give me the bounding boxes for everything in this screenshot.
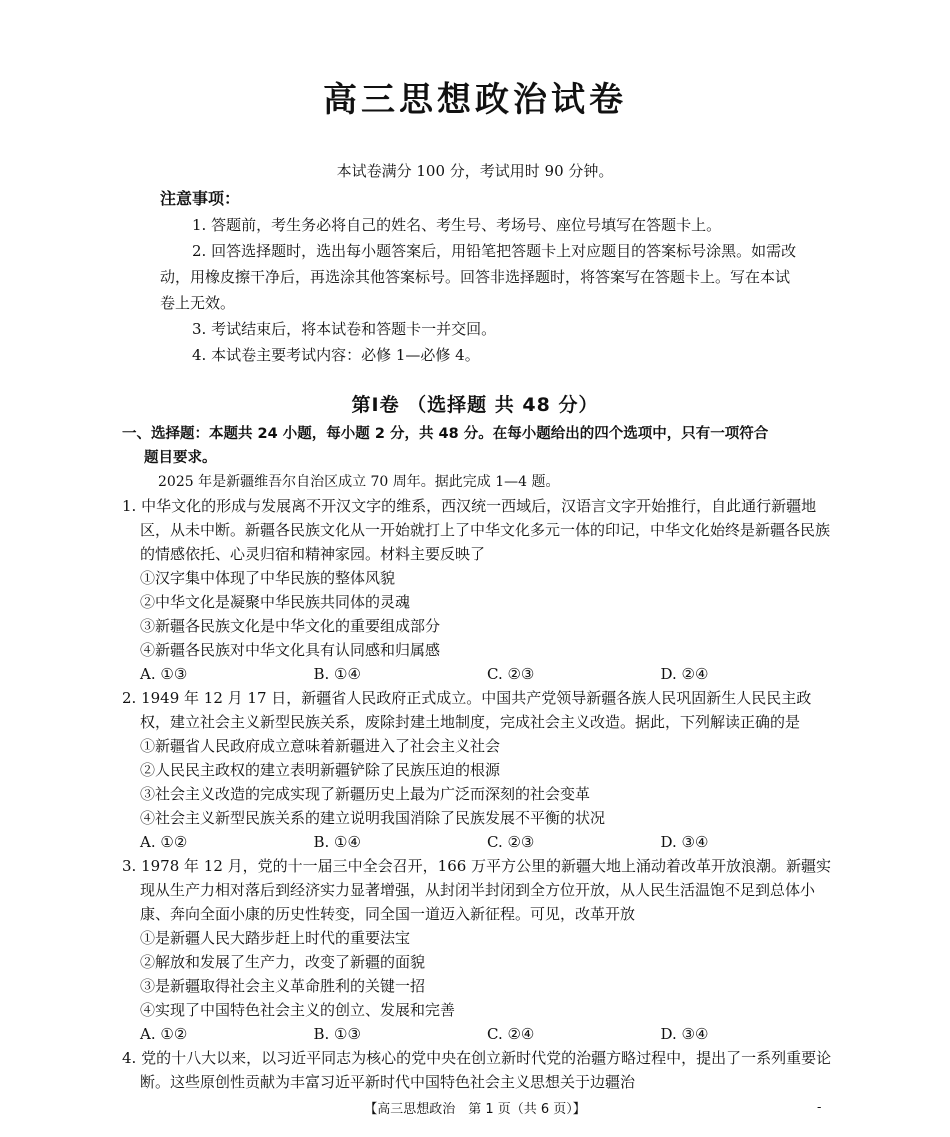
answer-choices bbox=[122, 662, 834, 686]
exam-subtitle: 本试卷满分 100 分，考试用时 90 分钟。 bbox=[336, 162, 614, 180]
choice-b: B. ①④ bbox=[313, 833, 361, 851]
choice-b: B. ①④ bbox=[313, 665, 361, 683]
notice-heading: 注意事项： bbox=[160, 189, 241, 208]
choice-b: B. ①③ bbox=[313, 1025, 361, 1043]
notice-item: 2. 回答选择题时，选出每小题答案后，用铅笔把答题卡上对应题目的答案标号涂黑。如需改动，用橡皮擦干净后，再选涂其他答案标号。回答非选择题时，将答案写在答题卡上。写在本试卷上无效。 bbox=[160, 242, 797, 312]
notice-item: 3. 考试结束后，将本试卷和答题卡一并交回。 bbox=[192, 320, 497, 338]
answer-choices bbox=[122, 1022, 834, 1046]
choice-c: C. ②③ bbox=[487, 665, 535, 683]
question-2 bbox=[122, 686, 834, 854]
choice-a: A. ①② bbox=[140, 1025, 188, 1043]
statement-option: ④社会主义新型民族关系的建立说明我国消除了民族发展不平衡的状况 bbox=[140, 809, 606, 827]
question-stem: 4. 党的十八大以来，以习近平同志为核心的党中央在创立新时代党的治疆方略过程中，提出了一系列重要论断。这些原创性贡献为丰富习近平新时代中国特色社会主义思想关于边疆治 bbox=[122, 1049, 832, 1091]
choice-d: D. ②④ bbox=[660, 665, 709, 683]
choice-a: A. ①② bbox=[140, 833, 188, 851]
notice-item: 4. 本试卷主要考试内容：必修 1—必修 4。 bbox=[192, 346, 480, 364]
corner-mark: - bbox=[817, 1100, 822, 1115]
question-3 bbox=[122, 854, 834, 1046]
choice-c: C. ②④ bbox=[487, 1025, 535, 1043]
statement-option: ②人民民主政权的建立表明新疆铲除了民族压迫的根源 bbox=[140, 761, 501, 779]
question-body bbox=[122, 422, 834, 1094]
choice-c: C. ②③ bbox=[487, 833, 535, 851]
statement-option: ③新疆各民族文化是中华文化的重要组成部分 bbox=[140, 617, 441, 635]
statement-option: ④实现了中国特色社会主义的创立、发展和完善 bbox=[140, 1001, 456, 1019]
notice-item: 1. 答题前，考生务必将自己的姓名、考生号、考场号、座位号填写在答题卡上。 bbox=[192, 216, 722, 234]
statement-option: ②解放和发展了生产力，改变了新疆的面貌 bbox=[140, 953, 426, 971]
section-instruction: 一、选择题：本题共 24 小题，每小题 2 分，共 48 分。在每小题给出的四个选项中，只有一项符合 bbox=[122, 426, 769, 442]
statement-option: ①是新疆人民大踏步赶上时代的重要法宝 bbox=[140, 929, 411, 947]
statement-option: ④新疆各民族对中华文化具有认同感和归属感 bbox=[140, 641, 441, 659]
choice-d: D. ③④ bbox=[660, 1025, 709, 1043]
statement-option: ②中华文化是凝聚中华民族共同体的灵魂 bbox=[140, 593, 411, 611]
statement-option: ①汉字集中体现了中华民族的整体风貌 bbox=[140, 569, 396, 587]
statement-option: ③社会主义改造的完成实现了新疆历史上最为广泛而深刻的社会变革 bbox=[140, 785, 591, 803]
notice-section bbox=[160, 186, 800, 368]
exam-title: 高三思想政治试卷 bbox=[323, 80, 627, 120]
question-stem: 3. 1978 年 12 月，党的十一届三中全会召开，166 万平方公里的新疆大地上涌动着改革开放浪潮。新疆实现从生产力相对落后到经济实力显著增强，从封闭半封闭到全方位开放，从人民生活温饱不足到总体小康、奔向全面小康的历史性转变，同全国一道迈入新征程。可见，改革开放 bbox=[122, 857, 832, 923]
question-1 bbox=[122, 494, 834, 686]
statement-option: ③是新疆取得社会主义革命胜利的关键一招 bbox=[140, 977, 426, 995]
statement-option: ①新疆省人民政府成立意味着新疆进入了社会主义社会 bbox=[140, 737, 501, 755]
page-footer: 【高三思想政治 第 1 页（共 6 页）】 bbox=[364, 1102, 586, 1117]
question-4 bbox=[122, 1046, 834, 1094]
question-stem: 2. 1949 年 12 月 17 日，新疆省人民政府正式成立。中国共产党领导新疆各族人民巩固新生人民民主政权，建立社会主义新型民族关系，废除封建土地制度，完成社会主义改造。据此，下列解读正确的是 bbox=[122, 689, 812, 731]
question-context: 2025 年是新疆维吾尔自治区成立 70 周年。据此完成 1—4 题。 bbox=[158, 474, 560, 490]
choice-a: A. ①③ bbox=[140, 665, 188, 683]
section-heading: 第Ⅰ卷 （选择题 共 48 分） bbox=[351, 394, 599, 416]
question-stem: 1. 中华文化的形成与发展离不开汉文字的维系，西汉统一西域后，汉语言文字开始推行，自此通行新疆地区，从未中断。新疆各民族文化从一开始就打上了中华文化多元一体的印记，中华文化始终是新疆各民族的情感依托、心灵归宿和精神家园。材料主要反映了 bbox=[122, 497, 831, 563]
section-instruction-cont: 题目要求。 bbox=[144, 450, 217, 466]
choice-d: D. ③④ bbox=[660, 833, 709, 851]
answer-choices bbox=[122, 830, 834, 854]
